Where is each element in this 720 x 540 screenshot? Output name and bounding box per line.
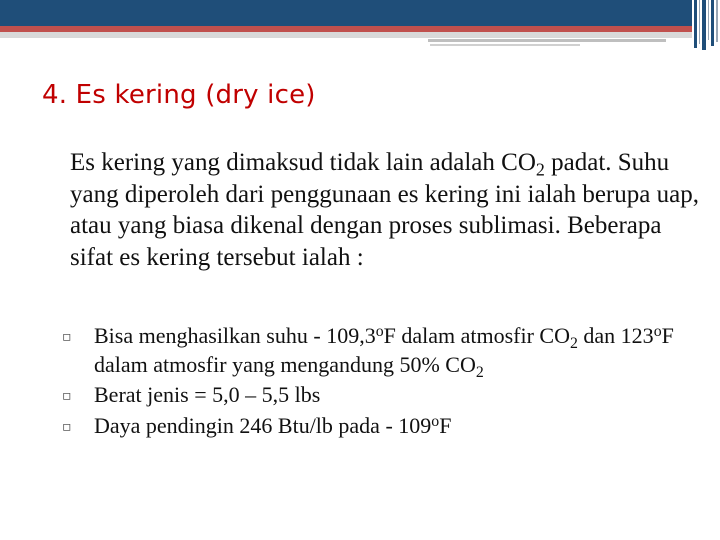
bullet-text: F <box>439 412 452 438</box>
square-bullet-icon: ▫ <box>62 418 72 435</box>
grey-substrip-secondary <box>430 44 580 46</box>
bullet-text: Berat jenis = 5,0 – 5,5 lbs <box>94 382 321 407</box>
properties-list <box>62 322 702 442</box>
subscript-2: 2 <box>475 363 484 381</box>
corner-vertical-bars <box>692 0 720 50</box>
intro-paragraph <box>70 147 700 273</box>
navy-stripe <box>0 0 692 26</box>
degree-superscript: o <box>653 322 662 340</box>
vbar <box>708 0 709 40</box>
bullet-text: Bisa menghasilkan suhu - 109,3 <box>94 323 376 348</box>
paragraph-text-continued: padat. Suhu yang diperoleh dari penggunaan es kering ini ialah berupa uap, atau yang biasa dikenal dengan proses sublimasi. Beberapa sifat es kering tersebut ialah : <box>70 149 699 271</box>
top-decoration-band <box>0 0 720 40</box>
bullet-text: Daya pendingin 246 Btu/lb pada - 109 <box>94 412 432 438</box>
vbar <box>699 0 700 44</box>
bullet-text: dan 123 <box>577 323 654 348</box>
paragraph-text: Es kering yang dimaksud tidak lain adalah CO <box>70 149 536 176</box>
degree-superscript: o <box>431 412 440 430</box>
square-bullet-icon: ▫ <box>62 388 72 404</box>
vbar <box>702 0 706 50</box>
degree-superscript: o <box>375 322 384 340</box>
slide-title: 4. Es kering (dry ice) <box>42 80 316 110</box>
list-item <box>62 381 702 410</box>
bullet-text: F dalam atmosfir CO <box>383 323 570 348</box>
vbar <box>716 0 718 42</box>
square-bullet-icon: ▫ <box>62 329 72 345</box>
grey-substrip <box>428 39 666 42</box>
subscript-2: 2 <box>535 159 545 180</box>
list-item <box>62 412 702 441</box>
vbar <box>694 0 697 48</box>
list-item <box>62 322 702 379</box>
bullet-text: F dalam atmosfir yang mengandung 50% CO <box>94 323 674 377</box>
vbar <box>711 0 714 46</box>
subscript-2: 2 <box>570 334 578 352</box>
grey-stripe <box>0 32 692 38</box>
